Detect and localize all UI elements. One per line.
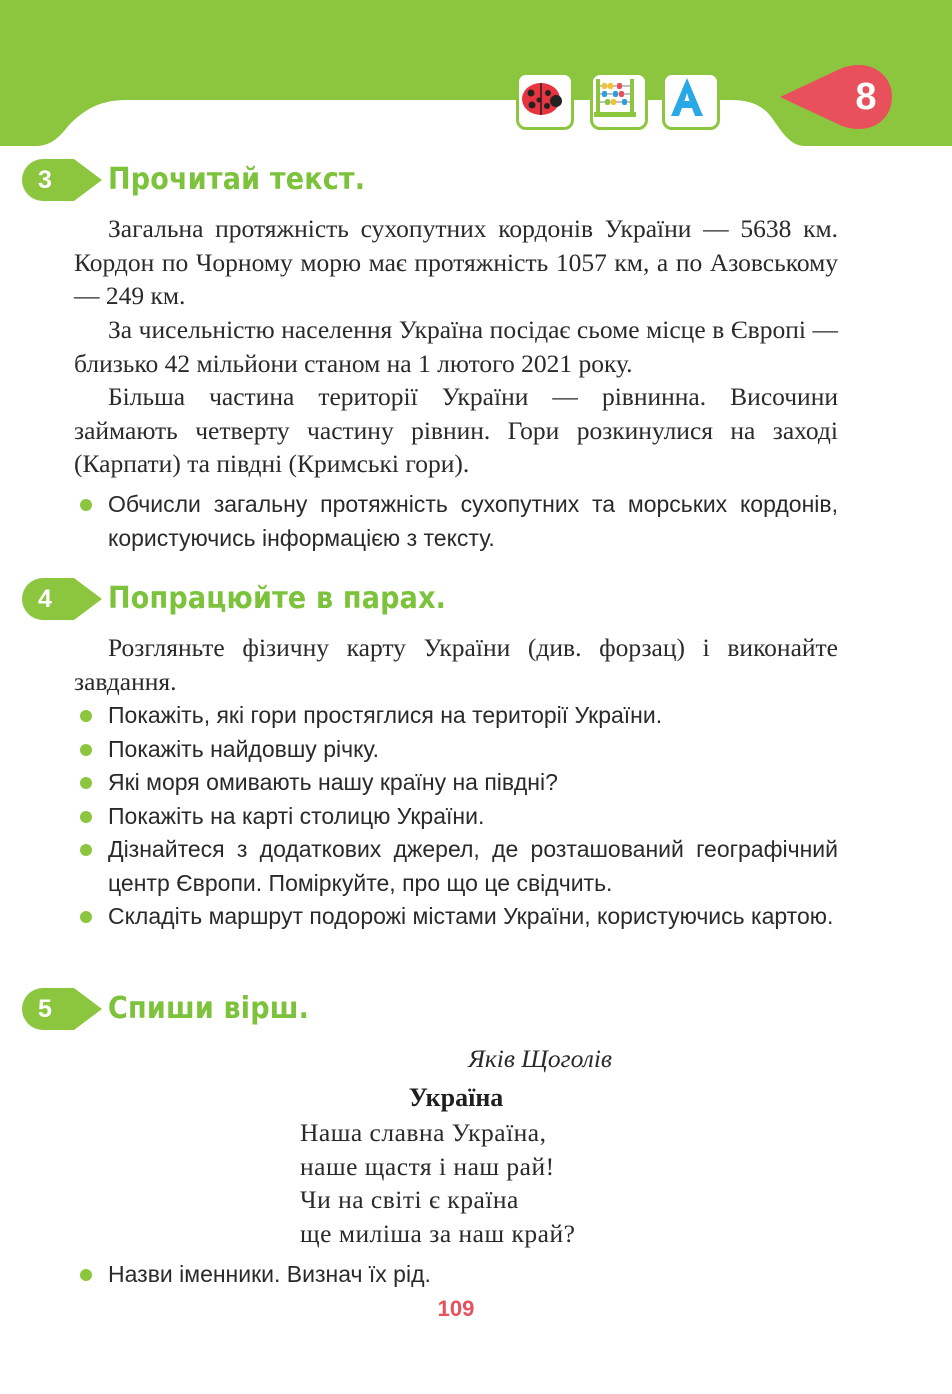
list-item [74,699,838,733]
poem-line: ще миліша за наш край? [300,1218,576,1248]
bullet-text: Обчисли загальну протяжність сухопутних та морських кордонів, користуючись інформацією з тексту. [108,491,838,551]
chapter-badge [780,62,892,132]
bullet-text: Покажіть, які гори простяглися на території України. [108,702,663,728]
task-3-title: Прочитай текст. [108,162,366,197]
bullet-dot-icon [80,710,92,722]
task-3-paragraph-2: За чисельністю населення Україна посідає сьоме місце в Європі — близько 42 мільйони станом на 1 лютого 2021 року. [74,315,838,378]
poem-body [300,1116,575,1250]
header-banner [0,0,952,160]
poem-line: наше щастя і наш рай! [300,1151,555,1181]
poem-line: Наша славна Україна, [300,1118,547,1147]
bullet-text: Складіть маршрут подорожі містами України, користуючись картою. [108,903,834,929]
task-4-title: Попрацюйте в парах. [108,581,447,616]
list-item [74,800,838,834]
task-4-bullet-list [74,699,838,934]
task-3-paragraph-1: Загальна протяжність сухопутних кордонів України — 5638 км. Кордон по Чорному морю має протяжність 1057 км, а по Азовському — 249 км. [74,214,838,310]
bullet-dot-icon [80,844,92,856]
page-number: 109 [437,1296,475,1321]
bullet-dot-icon [80,911,92,923]
bullet-dot-icon [80,499,92,511]
list-item [74,900,838,934]
task-4-badge [22,578,102,620]
poem-line: Чи на світі є країна [300,1185,519,1214]
bullet-text: Покажіть на карті столицю України. [108,802,485,829]
task-5-bullet-list [74,1258,838,1292]
ladybug-icon [516,72,574,130]
task-4-intro: Розгляньте фізичну карту України (див. форзац) і виконайте завдання. [74,633,838,696]
task-5-badge [22,988,102,1030]
letter-a-icon [662,72,720,130]
list-item [74,766,838,800]
bullet-dot-icon [80,744,92,756]
poem-title: Україна [408,1083,504,1112]
task-5-number: 5 [38,995,52,1023]
task-3-paragraph-3: Більша частина території України — рівнинна. Височини займають четверту частину рівнин. Гори розкинулися на заході (Карпати) та півдні (Кримські гори). [74,382,838,478]
list-item [74,733,838,767]
bullet-text: Покажіть найдовшу річку. [108,735,379,762]
task-3-number: 3 [38,166,52,194]
bullet-text: Дізнайтеся з додаткових джерел, де розташований географічний центр Європи. Поміркуйте, про що це свідчить. [108,836,838,896]
task-3-badge [22,159,102,201]
bullet-text: Які моря омивають нашу країну на півдні? [108,769,558,795]
task-4-number: 4 [38,585,52,613]
bullet-dot-icon [80,811,92,823]
bullet-dot-icon [80,1269,92,1281]
bullet-dot-icon [80,777,92,789]
list-item [74,1258,838,1292]
task-5-title: Спиши вірш. [108,991,310,1026]
list-item [74,488,838,555]
chapter-number: 8 [855,76,877,118]
abacus-icon [590,72,648,130]
task-3-bullet-list [74,488,838,555]
poem-author: Яків Щоголів [468,1044,612,1073]
list-item [74,833,838,900]
bullet-text: Назви іменники. Визнач їх рід. [108,1261,431,1287]
